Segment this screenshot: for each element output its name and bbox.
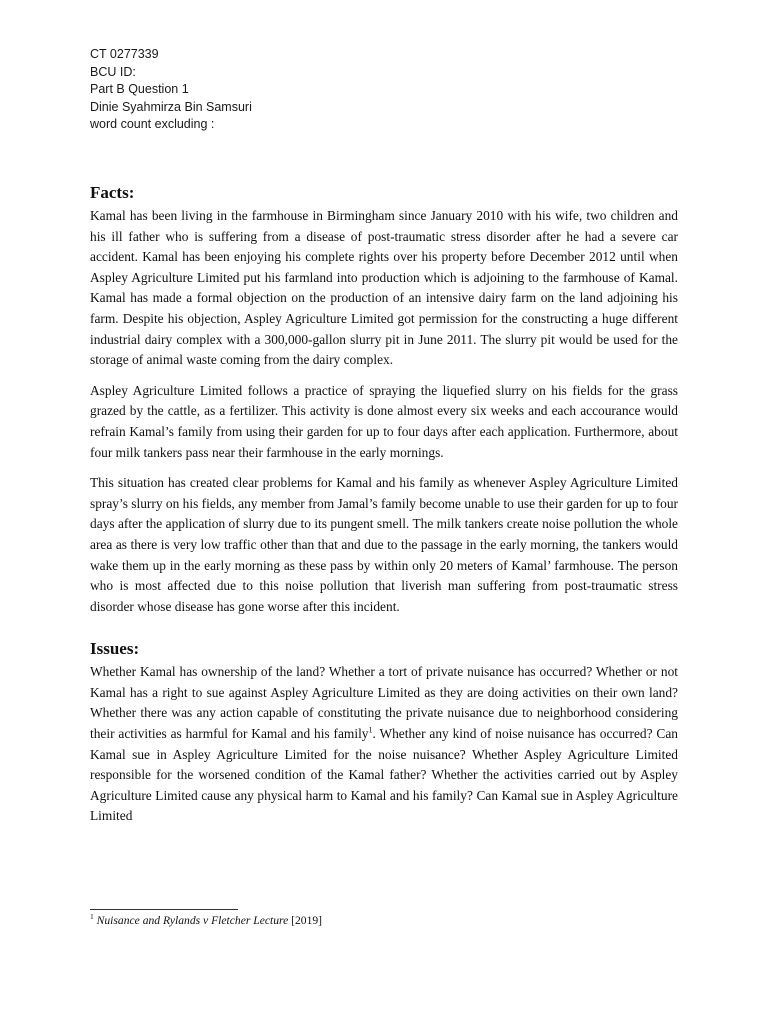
footnote-separator [90, 909, 238, 910]
header-bcu-id: BCU ID: [90, 64, 136, 79]
footnote-reference: 1 [368, 725, 373, 735]
student-header [90, 46, 252, 134]
facts-heading: Facts: [90, 183, 135, 202]
facts-paragraph-2: Aspley Agriculture Limited follows a practice of spraying the liquefied slurry on his fields for the grass grazed by the cattle, as a fertilizer. This activity is done almost every six weeks and each accourance would refrain Kamal’s family from using their garden for up to four days after each application. Furthermore, about four milk tankers pass near their farmhouse in the early mornings. [90, 382, 678, 460]
issues-heading: Issues: [90, 639, 140, 659]
facts-paragraph-1: Kamal has been living in the farmhouse in Birmingham since January 2010 with his wife, two children and his ill father who is suffering from a disease of post-traumatic stress disorder after he had a severe car accident. Kamal has been enjoying his complete rights over his property before December 2012 until when Aspley Agriculture Limited put his farmland into production which is adjoining to the farmhouse of Kamal. Kamal has made a formal objection on the production of an intensive dairy farm on the land adjoining his farm. Despite his objection, Aspley Agriculture Limited got permission for the constructing a huge different industrial dairy complex with a 300,000-gallon slurry pit in June 2011. The slurry pit would be used for the storage of animal waste coming from the dairy complex. [90, 208, 678, 368]
footnote-title: Nuisance and Rylands v Fletcher Lecture [96, 914, 289, 927]
issues-text-a: Whether Kamal has ownership of the land? Whether a tort of private nuisance has occurred? Whether or not Kamal has a right to sue against Aspley Agriculture Limited as they are doing activities on their own land? Whether there was any action capable of constituting the private nuisance due to neighborhood considering their activities as harmful for Kamal and his family [90, 664, 678, 742]
header-word-count: word count excluding : [90, 117, 215, 131]
footnote-number: 1 [90, 912, 94, 922]
facts-paragraph-3: This situation has created clear problems for Kamal and his family as whenever Aspley Agriculture Limited spray’s slurry on his fields, any member from Jamal’s family become unable to use their garden for up to four days after the application of slurry due to its pungent smell. The milk tankers create noise pollution the whole area as there is very low traffic other than that and due to the passage in the early morning, the tankers would wake them up in the early morning as these pass by within only 20 meters of Kamal’ farmhouse. The person who is most affected due to this noise pollution that liverish man suffering from post-traumatic stress disorder whose disease has gone worse after this incident. [90, 475, 678, 614]
issues-text-b: . Whether any kind of noise nuisance has occurred? Can Kamal sue in Aspley Agriculture Limited for the noise nuisance? Whether Aspley Agriculture Limited responsible for the worsened condition of the Kamal father? Whether the activities carried out by Aspley Agriculture Limited cause any physical harm to Kamal and his family? Can Kamal sue in Aspley Agriculture Limited [90, 726, 678, 824]
header-student-name: Dinie Syahmirza Bin Samsuri [90, 99, 252, 114]
footnote [90, 914, 322, 927]
header-ct-number: CT 0277339 [90, 47, 159, 61]
footnote-year: [2019] [288, 914, 323, 927]
header-part-question: Part B Question 1 [90, 82, 189, 96]
issues-paragraph [90, 662, 678, 827]
document-body [90, 180, 678, 837]
